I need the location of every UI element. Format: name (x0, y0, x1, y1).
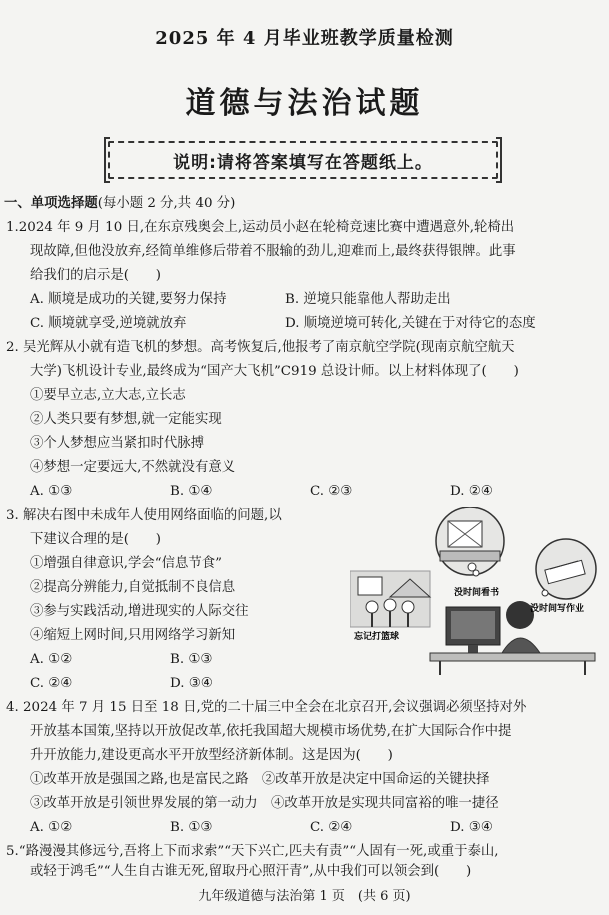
internet-addiction-cartoon (350, 507, 600, 675)
q1-option-b: B. 逆境只能靠他人帮助走出 (285, 292, 451, 307)
page-footer: 九年级道德与法治第 1 页 (共 6 页) (198, 889, 411, 904)
q2-statement-3: ③个人梦想应当紧扣时代脉搏 (30, 436, 205, 451)
q2-line-2: 大学)飞机设计专业,最终成为“国产大飞机”C919 总设计师。以上材料体现了( ) (30, 364, 519, 379)
notice-box (108, 141, 498, 179)
q3-option-c: C. ②④ (30, 676, 73, 691)
q3-option-d: D. ③④ (170, 676, 213, 691)
q5-line-1: 5.“路漫漫其修远兮,吾将上下而求索”“天下兴亡,匹夫有责”“人固有一死,或重于泰山, (6, 844, 499, 859)
q4-line-1: 4. 2024 年 7 月 15 日至 18 日,党的二十届三中全会在北京召开,会议强调必须坚持对外 (6, 700, 527, 715)
section-heading (4, 194, 235, 214)
q2-statement-1: ①要早立志,立大志,立长志 (30, 388, 186, 403)
q4-statements-row-2: ③改革开放是引领世界发展的第一动力 ④改革开放是实现共同富裕的唯一捷径 (30, 796, 499, 811)
notice-text: 说明:请将答案填写在答题纸上。 (173, 152, 433, 173)
q2-statement-4: ④梦想一定要远大,不然就没有意义 (30, 460, 236, 475)
q1-line-1: 1.2024 年 9 月 10 日,在东京残奥会上,运动员小赵在轮椅竞速比赛中遭遇意外,轮椅出 (6, 220, 515, 235)
q1-option-c: C. 顺境就享受,逆境就放弃 (30, 316, 187, 331)
section-title: 一、单项选择题 (4, 196, 98, 211)
q4-option-b: B. ①③ (170, 820, 213, 835)
section-note: (每小题 2 分,共 40 分) (97, 196, 236, 211)
q2-option-b: B. ①④ (170, 484, 213, 499)
q2-line-1: 2. 吴光辉从小就有造飞机的梦想。高考恢复后,他报考了南京航空学院(现南京航空航天 (6, 340, 515, 355)
q4-option-a: A. ①② (30, 820, 73, 835)
q4-statements-row-1: ①改革开放是强国之路,也是富民之路 ②改革开放是决定中国命运的关键抉择 (30, 772, 490, 787)
exam-title: 2025 年 4 月毕业班教学质量检测 (155, 28, 454, 49)
q4-line-2: 开放基本国策,坚持以开放促改革,依托我国超大规模市场优势,在扩大国际合作中提 (30, 724, 512, 739)
q3-illustration (350, 507, 600, 675)
q3-option-b: B. ①③ (170, 652, 213, 667)
q3-statement-1: ①增强自律意识,学会“信息节食” (30, 556, 223, 571)
exam-header (0, 24, 609, 50)
q3-statement-2: ②提高分辨能力,自觉抵制不良信息 (30, 580, 236, 595)
q2-option-a: A. ①③ (30, 484, 73, 499)
q1-line-3: 给我们的启示是( ) (30, 268, 161, 283)
q2-option-c: C. ②③ (310, 484, 353, 499)
q3-statement-4: ④缩短上网时间,只用网络学习新知 (30, 628, 236, 643)
q3-line-1: 3. 解决右图中未成年人使用网络面临的问题,以 (6, 508, 282, 523)
q4-line-3: 升开放能力,建设更高水平开放型经济新体制。这是因为( ) (30, 748, 393, 763)
q1-option-a: A. 顺境是成功的关键,要努力保持 (30, 292, 227, 307)
q1-option-d: D. 顺境逆境可转化,关键在于对待它的态度 (285, 316, 536, 331)
q3-line-2: 下建议合理的是( ) (30, 532, 161, 547)
q1-line-2: 现故障,但他没放弃,经简单维修后带着不服输的劲儿,迎难而上,最终获得银牌。此事 (30, 244, 516, 259)
q3-statement-3: ③参与实践活动,增进现实的人际交往 (30, 604, 249, 619)
q2-option-d: D. ②④ (450, 484, 493, 499)
q4-option-c: C. ②④ (310, 820, 353, 835)
label-no-time-homework: 没时间写作业 (530, 604, 585, 614)
q2-statement-2: ②人类只要有梦想,就一定能实现 (30, 412, 222, 427)
label-forgot-basketball: 忘记打篮球 (354, 632, 400, 642)
q5-line-2: 或轻于鸿毛”“人生自古谁无死,留取丹心照汗青”,从中我们可以领会到( ) (30, 864, 472, 879)
q4-option-d: D. ③④ (450, 820, 493, 835)
subject-title: 道德与法治试题 (185, 86, 424, 121)
label-no-time-reading: 没时间看书 (454, 588, 500, 598)
q3-option-a: A. ①② (30, 652, 73, 667)
